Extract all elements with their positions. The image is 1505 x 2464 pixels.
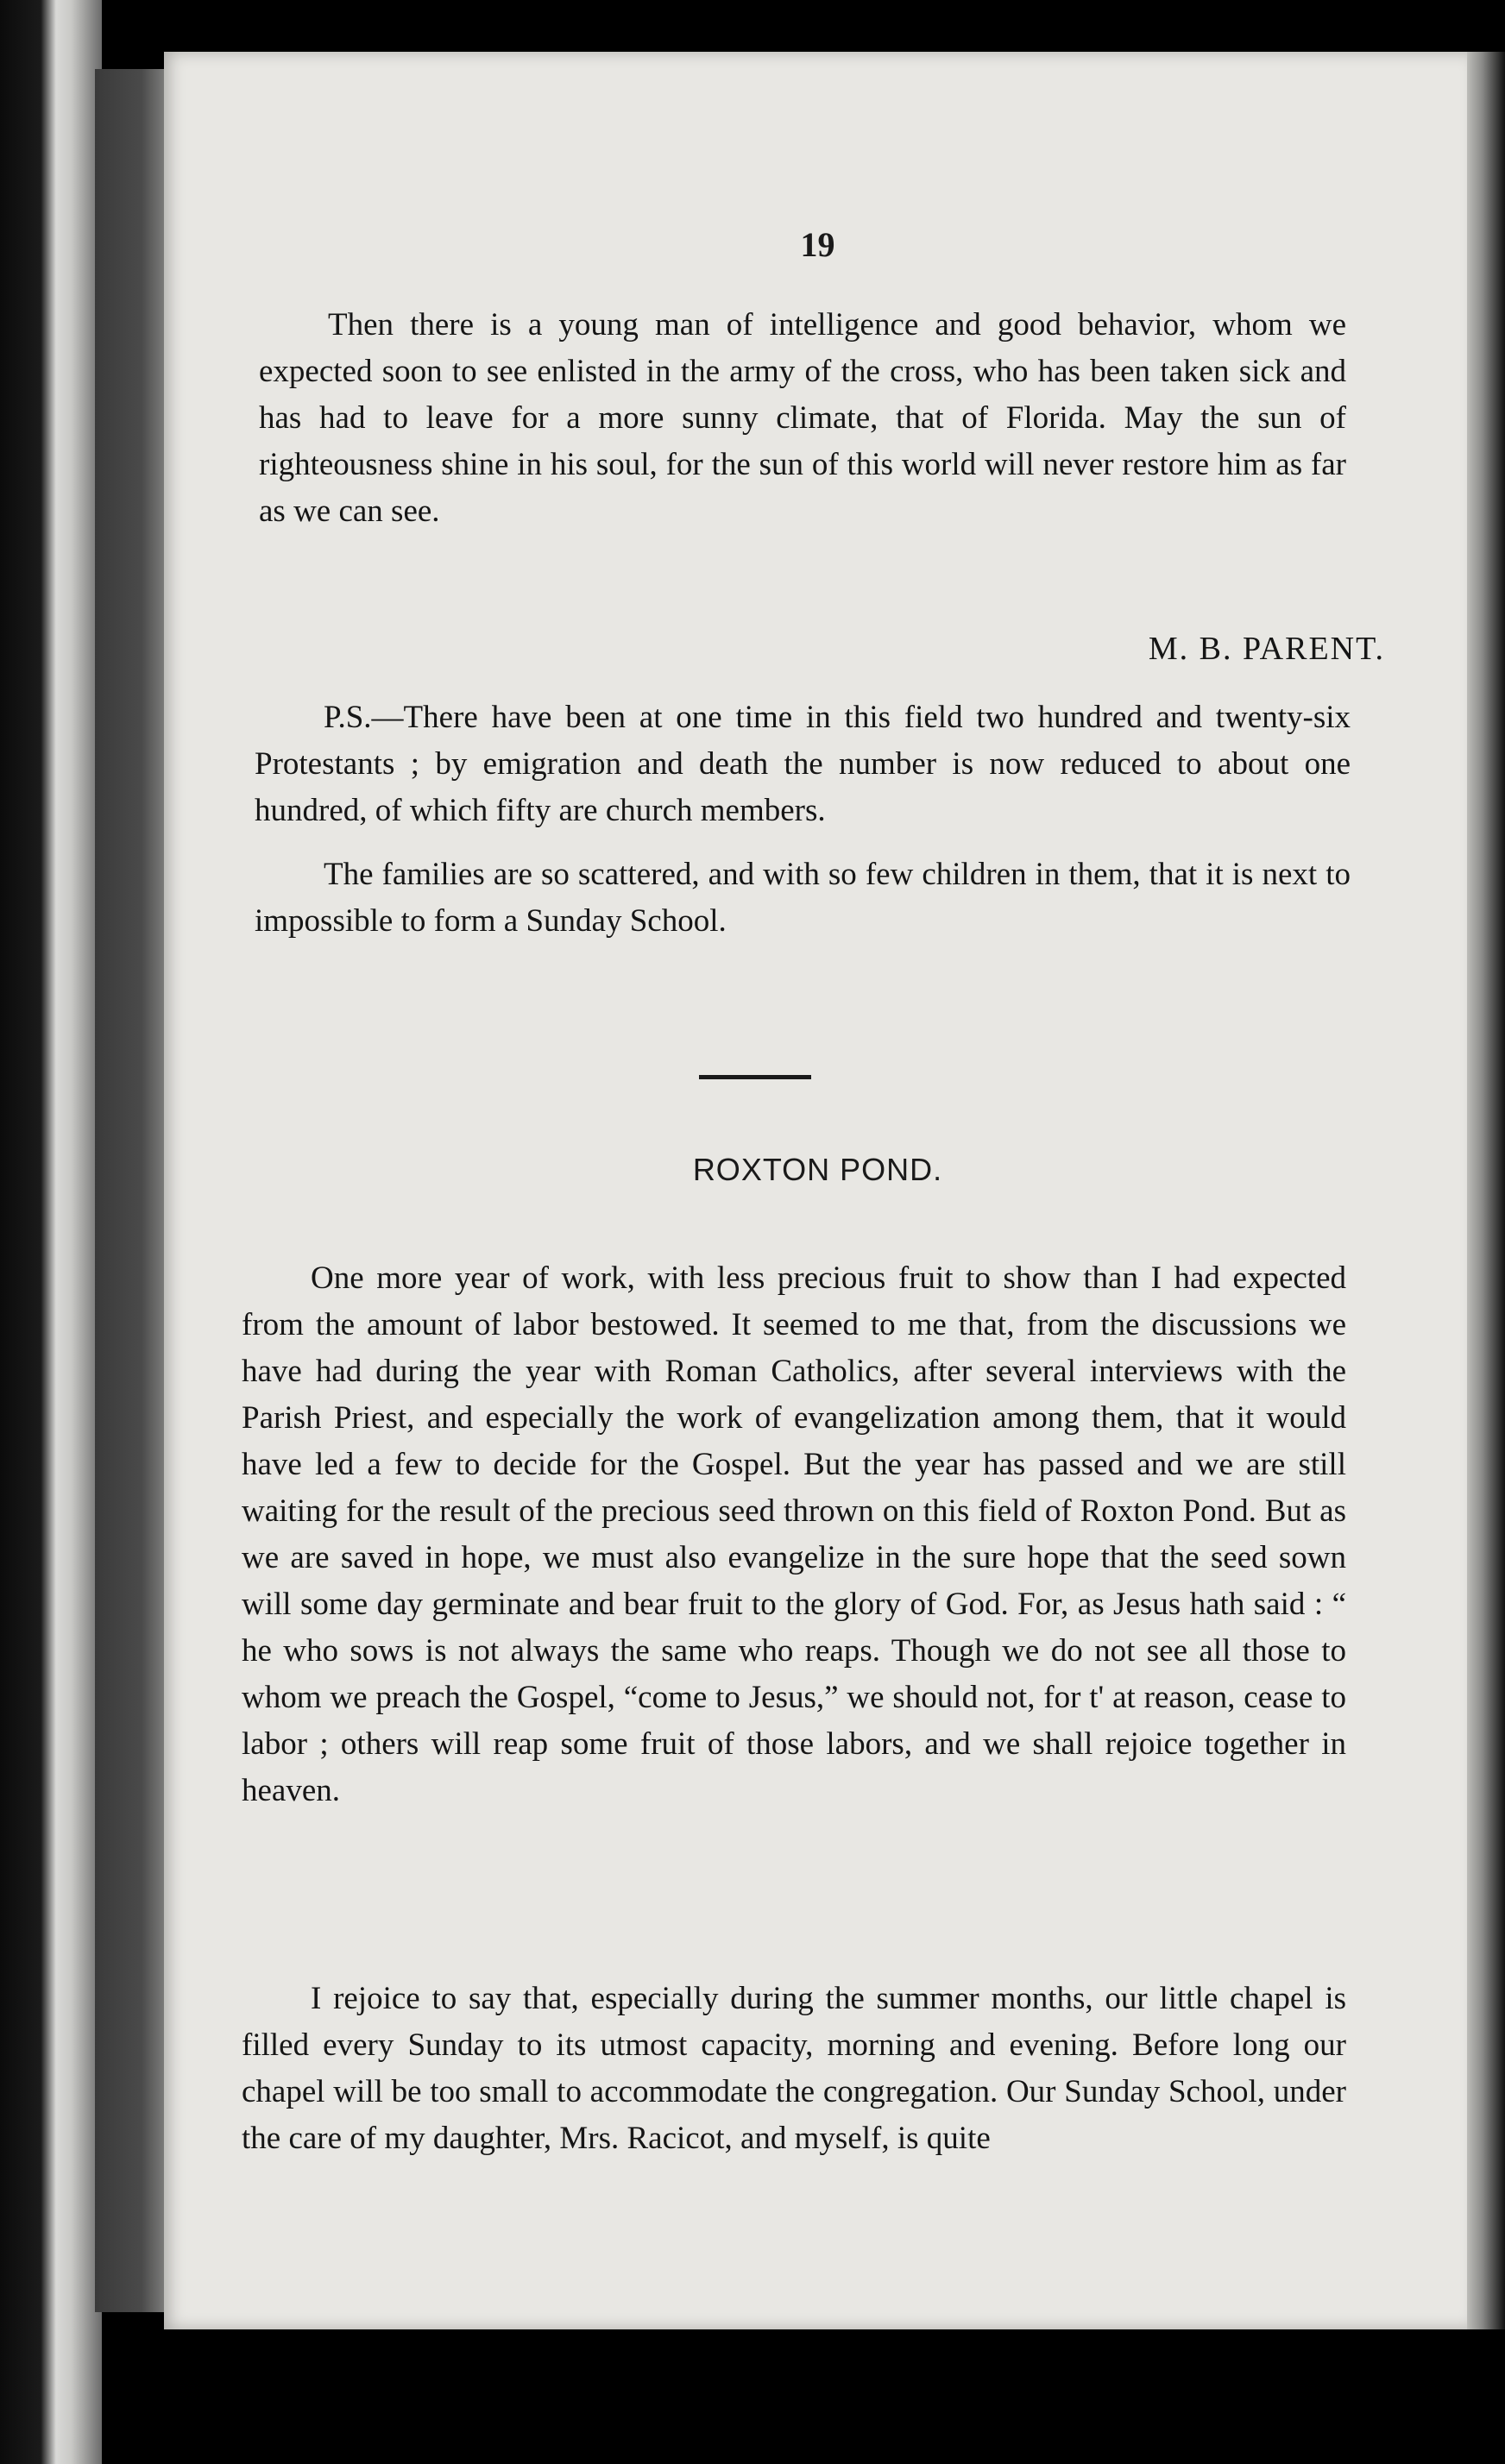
section-divider [699, 1075, 811, 1079]
section-2-text-continued [242, 1976, 1346, 2162]
document-page [164, 52, 1471, 2329]
scan-border-left [0, 0, 102, 2464]
paragraph: One more year of work, with less precious fruit to show than I had expected from the amount of labor bestowed. It seemed to me that, from the discussions we have had during the year with Roman Catholics, after several interviews with the Parish Priest, and especially the work of evangelization among them, that it would have led a few to decide for the Gospel. But the year has passed and we are still waiting for the result of the precious seed thrown on this field of Roxton Pond. But as we are saved in hope, we must also evangelize in the sure hope that the seed sown will some day germinate and bear fruit to the glory of God. For, as Jesus hath said : “ he who sows is not always the same who reaps. Though we do not see all those to whom we preach the Gospel, “come to Jesus,” we should not, for t' at reason, cease to labor ; others will reap some fruit of those labors, and we shall rejoice together in heaven. [242, 1260, 1346, 1808]
paragraph: The families are so scattered, and with so few children in them, that it is next to impossible to form a Sunday School. [255, 857, 1351, 939]
page-number: 19 [800, 225, 835, 264]
signature: M. B. PARENT. [1148, 631, 1385, 667]
section-1-text [259, 302, 1346, 535]
postscript: P.S.—There have been at one time in this field two hundred and twenty-six Protestants ; by emigration and death the number is now reduced to about one hundred, of which fifty are church members. [255, 700, 1351, 828]
section-heading: ROXTON POND. [692, 1152, 943, 1187]
paragraph: Then there is a young man of intelligence and good behavior, whom we expected soon to see enlisted in the army of the cross, who has been taken sick and has had to leave for a more sunny climate, that of Florida. May the sun of righteousness shine in his soul, for the sun of this world will never restore him as far as we can see. [259, 307, 1346, 529]
book-spine-shadow [95, 69, 173, 2312]
section-2-text [242, 1255, 1346, 1814]
postscript-text [255, 695, 1351, 945]
paragraph: I rejoice to say that, especially during the summer months, our little chapel is filled every Sunday to its utmost capacity, morning and evening. Before long our chapel will be too small to accommodate the congregation. Our Sunday School, under the care of my daughter, Mrs. Racicot, and myself, is quite [242, 1981, 1346, 2156]
page-right-edge [1467, 52, 1505, 2329]
